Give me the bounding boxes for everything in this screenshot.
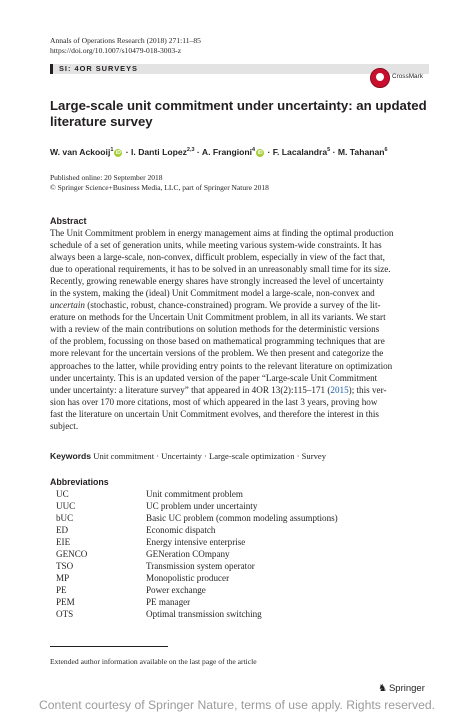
author-name: F. Lacalandra [272,147,328,157]
abbreviation-row [50,524,410,536]
abbreviation-meaning: Economic dispatch [146,525,216,535]
abstract-line: uncertain (stochastic, robust, chance-constrained) program. We provide a survey of the lit- [50,300,381,311]
abbreviation-row [50,536,410,548]
abbreviation-term: ED [56,525,69,535]
author-name: W. van Ackooij [50,147,111,157]
abbreviation-term: EIE [56,537,71,547]
abstract-line: under uncertainty. This is an updated version of the paper “Large-scale Unit Commitment [50,372,378,383]
abbreviation-row [50,596,410,608]
abbreviation-row [50,488,410,500]
abbreviation-row [50,608,410,620]
abbreviation-row [50,572,410,584]
springer-horse-icon: ♞ [378,683,387,694]
journal-header [50,36,201,56]
abbreviation-meaning: Transmission system operator [146,561,255,571]
abstract-line: subject. [50,420,79,431]
author-affiliation: 5 [327,147,331,154]
author-affiliation: 6 [384,147,388,154]
author-affiliation: 4 [252,147,256,154]
abstract-line: schedule of a set of generation units, while meeting various system-wide constraints. It has [50,240,382,251]
abbreviation-row [50,512,410,524]
abstract-line: with a review of the main contributions on solution methods for the deterministic versions [50,324,380,335]
orcid-icon[interactable]: iD [115,149,121,156]
abbreviation-term: UUC [56,501,76,511]
abbreviation-row [50,548,410,560]
abbreviation-meaning: Monopolistic producer [146,573,230,583]
abbreviation-meaning: Unit commitment problem [146,489,243,499]
abstract-heading: Abstract [50,216,87,226]
section-label: SI: 4OR SURVEYS [59,64,138,73]
abstract-text [50,227,426,432]
abstract-line: approaches to the latter, while providing entry points to the relevant literature on optimization [50,360,393,371]
abstract-line: sion has over 170 more citations, most of which appeared in the last 3 years, proving how [50,396,378,407]
abbreviations-table [50,488,410,620]
abbreviation-meaning: PE manager [146,597,191,607]
publication-info [50,173,269,193]
author-list [50,147,388,157]
abbreviation-meaning: Optimal transmission switching [146,609,262,619]
abstract-line: more relevant for the uncertain versions of the problem. We then present and categorize the [50,348,384,359]
abbreviation-row [50,584,410,596]
abbreviation-term: bUC [56,513,74,523]
author-separator: · [265,147,273,157]
abbreviation-row [50,560,410,572]
keywords-list: Unit commitment · Uncertainty · Large-scale optimization · Survey [93,451,326,461]
publisher-name: Springer [388,683,425,694]
abbreviation-meaning: Power exchange [146,585,206,595]
courtesy-banner: Content courtesy of Springer Nature, terms of use apply. Rights reserved. [38,698,436,712]
abbreviation-term: PEM [56,597,75,607]
abbreviation-meaning: UC problem under uncertainty [146,501,258,511]
article-title: Large-scale unit commitment under uncertainty: an updated literature survey [50,98,427,129]
crossmark-icon [370,68,390,88]
abbreviation-term: MP [56,573,70,583]
abstract-line: under uncertainty: a literature survey” that appeared in 4OR 13(2):115–171 (2015); this ver- [50,384,387,395]
abstract-line: The Unit Commitment problem in energy management aims at finding the optimal production [50,228,394,238]
abstract-line: due to operational requirements, it has to be solved in an unreasonably small time for its size. [50,264,391,275]
abbreviation-meaning: Energy intensive enterprise [146,537,246,547]
author-separator: · [123,147,132,157]
doi-link[interactable]: https://doi.org/10.1007/s10479-018-3003-z [50,46,182,55]
copyright-notice: © Springer Science+Business Media, LLC, part of Springer Nature 2018 [50,183,269,192]
abstract-line: always been a large-scale, non-convex, difficult problem, especially in view of the fact that, [50,252,385,263]
abbreviation-term: TSO [56,561,74,571]
abstract-line: erature on methods for the Uncertain Unit Commitment problem, in all its variants. We start [50,312,386,323]
abbreviations-heading: Abbreviations [50,477,109,487]
author-separator: · [194,147,202,157]
footnote: Extended author information available on the last page of the article [50,657,257,666]
author-name: I. Danti Lopez [131,147,187,157]
abstract-line: in the system, making the (ideal) Unit Commitment model a large-scale, non-convex and [50,288,375,299]
abbreviation-row [50,500,410,512]
abbreviation-term: UC [56,489,69,499]
citation-link[interactable]: 2015 [330,384,349,395]
publisher-logo [378,683,425,694]
abbreviation-term: GENCO [56,549,88,559]
journal-citation: Annals of Operations Research (2018) 271:11–85 [50,36,201,45]
published-date: Published online: 20 September 2018 [50,173,163,182]
abbreviation-term: OTS [56,609,74,619]
keywords-label: Keywords [50,451,92,461]
abbreviation-meaning: Basic UC problem (common modeling assumptions) [146,513,338,523]
author-separator: · [330,147,338,157]
author-affiliation: 2,3 [186,147,195,154]
abbreviation-meaning: GENeration COmpany [146,549,230,559]
author-affiliation: 1 [110,147,114,154]
abstract-line: Recently, growing renewable energy shares have strongly increased the level of uncertainty [50,276,384,287]
abstract-line: of the problem, focussing on those based on mathematical programming techniques that are [50,336,385,347]
crossmark-label: CrossMark [392,73,423,80]
abstract-line: fast the literature on uncertain Unit Commitment evolves, and therefore the interest in this [50,408,379,419]
crossmark-badge[interactable] [370,68,430,92]
author-name: M. Tahanan [337,147,385,157]
keywords [50,451,326,461]
footnote-divider [50,646,168,647]
author-name: A. Frangioni [201,147,253,157]
abbreviation-term: PE [56,585,67,595]
orcid-icon[interactable]: iD [257,149,263,156]
